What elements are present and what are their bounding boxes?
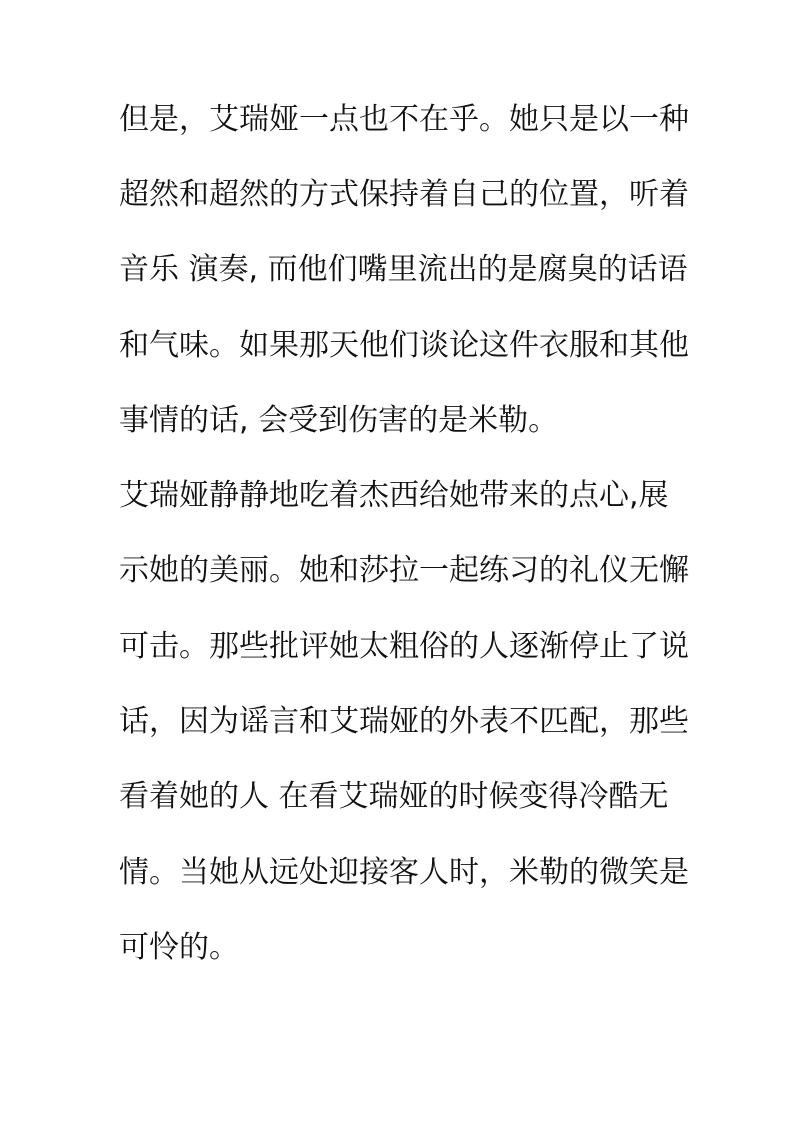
- text-line: 可怜的。: [119, 930, 239, 965]
- text-line: 示她的美丽。她和莎拉一起练习的礼仪无懈: [119, 553, 689, 588]
- text-line: 可击。那些批评她太粗俗的人逐渐停止了说: [119, 629, 689, 664]
- text-line: 艾瑞娅静静地吃着杰西给她带来的点心,展: [119, 478, 669, 513]
- text-line: 话，因为谣言和艾瑞娅的外表不匹配，那些: [119, 704, 689, 739]
- text-line: 但是，艾瑞娅一点也不在乎。她只是以一种: [119, 102, 689, 137]
- text-line: 超然和超然的方式保持着自己的位置，听着: [119, 177, 689, 212]
- text-line: 音乐 演奏, 而他们嘴里流出的是腐臭的话语: [119, 252, 688, 287]
- text-line: 情。当她从远处迎接客人时，米勒的微笑是: [119, 855, 689, 890]
- text-line: 看着她的人 在看艾瑞娅的时候变得冷酷无: [119, 779, 669, 814]
- text-line: 和气味。如果那天他们谈论这件衣服和其他: [119, 328, 689, 363]
- text-line: 事情的话, 会受到伤害的是米勒。: [119, 403, 559, 438]
